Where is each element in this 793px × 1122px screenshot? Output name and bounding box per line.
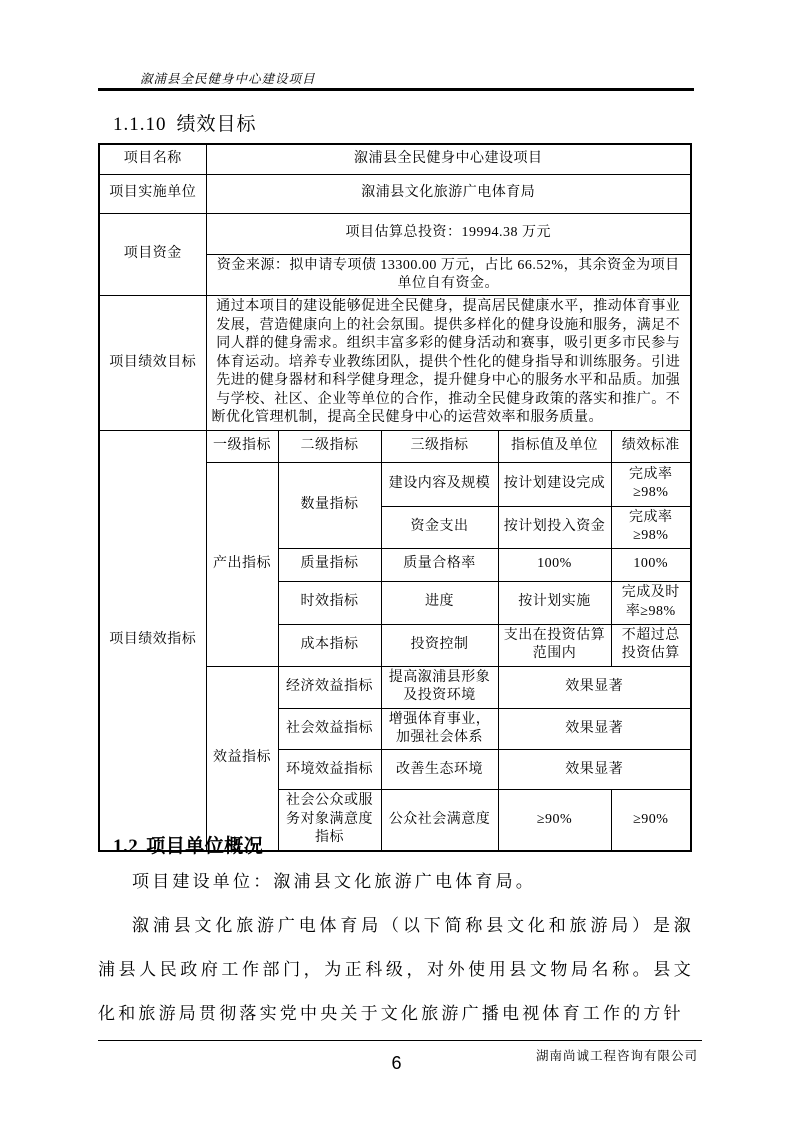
cell-funding-source: 资金来源：拟申请专项债 13300.00 万元，占比 66.52%，其余资金为项目单位自有资金。 <box>206 254 691 296</box>
cell-header-level2: 二级指标 <box>278 430 381 462</box>
paragraph-bureau-description: 溆浦县文化旅游广电体育局（以下简称县文化和旅游局）是溆浦县人民政府工作部门，为正科级，对外使用县文物局名称。县文化和旅游局贯彻落实党中央关于文化旅游广播电视体育工作的方针 <box>98 916 694 1023</box>
table-row <box>99 144 691 174</box>
cell-indicators-label: 项目绩效指标 <box>99 430 206 851</box>
cell-quantity-level2: 数量指标 <box>278 462 381 548</box>
cell-economic-result: 效果显著 <box>498 666 691 708</box>
cell-construction-level3: 建设内容及规模 <box>381 462 498 506</box>
cell-timeliness-standard: 完成及时率≥98% <box>611 581 691 624</box>
cell-economic-level3: 提高溆浦县形象及投资环境 <box>381 666 498 708</box>
section-number: 1.1.10 <box>113 114 167 135</box>
table-row <box>99 296 691 430</box>
cell-project-name-label: 项目名称 <box>99 144 206 174</box>
running-header-title: 溆浦县全民健身中心建设项目 <box>140 72 316 86</box>
cell-expenditure-value: 按计划投入资金 <box>498 506 611 548</box>
cell-benefit-level1: 效益指标 <box>206 666 278 851</box>
cell-quality-value: 100% <box>498 548 611 581</box>
cell-quality-level3: 质量合格率 <box>381 548 498 581</box>
cell-header-level3: 三级指标 <box>381 430 498 462</box>
cell-social-result: 效果显著 <box>498 708 691 750</box>
cell-construction-standard: 完成率≥98% <box>611 462 691 506</box>
table-row <box>99 174 691 213</box>
cell-social-level3: 增强体育事业，加强社会体系 <box>381 708 498 750</box>
cell-expenditure-standard: 完成率≥98% <box>611 506 691 548</box>
cell-implement-unit-value: 溆浦县文化旅游广电体育局 <box>206 174 691 213</box>
cell-cost-level3: 投资控制 <box>381 624 498 666</box>
cell-header-level1: 一级指标 <box>206 430 278 462</box>
header-rule <box>98 88 694 91</box>
cell-cost-level2: 成本指标 <box>278 624 381 666</box>
cell-social-level2: 社会效益指标 <box>278 708 381 750</box>
section-heading-unit-overview <box>113 831 263 858</box>
table-row <box>99 213 691 254</box>
cell-cost-standard: 不超过总投资估算 <box>611 624 691 666</box>
cell-environment-level2: 环境效益指标 <box>278 750 381 790</box>
section-number: 1.2 <box>113 836 139 857</box>
cell-timeliness-level2: 时效指标 <box>278 581 381 624</box>
cell-cost-value: 支出在投资估算范围内 <box>498 624 611 666</box>
cell-funding-total: 项目估算总投资：19994.38 万元 <box>206 213 691 254</box>
cell-header-value: 指标值及单位 <box>498 430 611 462</box>
cell-project-name-value: 溆浦县全民健身中心建设项目 <box>206 144 691 174</box>
cell-goal-text: 通过本项目的建设能够促进全民健身，提高居民健康水平，推动体育事业发展，营造健康向上的社会氛围。提供多样化的健身设施和服务，满足不同人群的健身需求。组织丰富多彩的健身活动和赛事，吸引更多市民参与体育运动。培养专业教练团队，提供个性化的健身指导和训练服务。引进先进的健身器材和科学健身理念，提升健身中心的服务水平和品质。加强与学校、社区、企业等单位的合作，推动全民健身政策的落实和推广。不断优化管理机制，提高全民健身中心的运营效率和服务质量。 <box>206 296 691 430</box>
cell-satisfaction-level2: 社会公众或服务对象满意度指标 <box>278 790 381 851</box>
cell-environment-result: 效果显著 <box>498 750 691 790</box>
cell-expenditure-level3: 资金支出 <box>381 506 498 548</box>
section-title: 绩效目标 <box>176 114 257 135</box>
section-heading-performance-goal <box>113 109 257 136</box>
page-number: 6 <box>391 1053 402 1073</box>
cell-implement-unit-label: 项目实施单位 <box>99 174 206 213</box>
section-title: 项目单位概况 <box>146 836 264 857</box>
cell-satisfaction-value: ≥90% <box>498 790 611 851</box>
footer-company-name: 湖南尚诚工程咨询有限公司 <box>535 1049 698 1063</box>
cell-timeliness-level3: 进度 <box>381 581 498 624</box>
table-row <box>99 430 691 462</box>
cell-economic-level2: 经济效益指标 <box>278 666 381 708</box>
paragraph-construction-unit: 项目建设单位：溆浦县文化旅游广电体育局。 <box>132 872 536 891</box>
cell-goal-label: 项目绩效目标 <box>99 296 206 430</box>
cell-quality-standard: 100% <box>611 548 691 581</box>
body-text <box>98 860 694 1036</box>
cell-satisfaction-level3: 公众社会满意度 <box>381 790 498 851</box>
cell-timeliness-value: 按计划实施 <box>498 581 611 624</box>
cell-satisfaction-standard: ≥90% <box>611 790 691 851</box>
cell-output-level1: 产出指标 <box>206 462 278 666</box>
cell-construction-value: 按计划建设完成 <box>498 462 611 506</box>
cell-header-standard: 绩效标准 <box>611 430 691 462</box>
footer-rule <box>98 1040 702 1041</box>
cell-environment-level3: 改善生态环境 <box>381 750 498 790</box>
cell-quality-level2: 质量指标 <box>278 548 381 581</box>
cell-funding-label: 项目资金 <box>99 213 206 296</box>
performance-goal-table <box>98 143 692 852</box>
